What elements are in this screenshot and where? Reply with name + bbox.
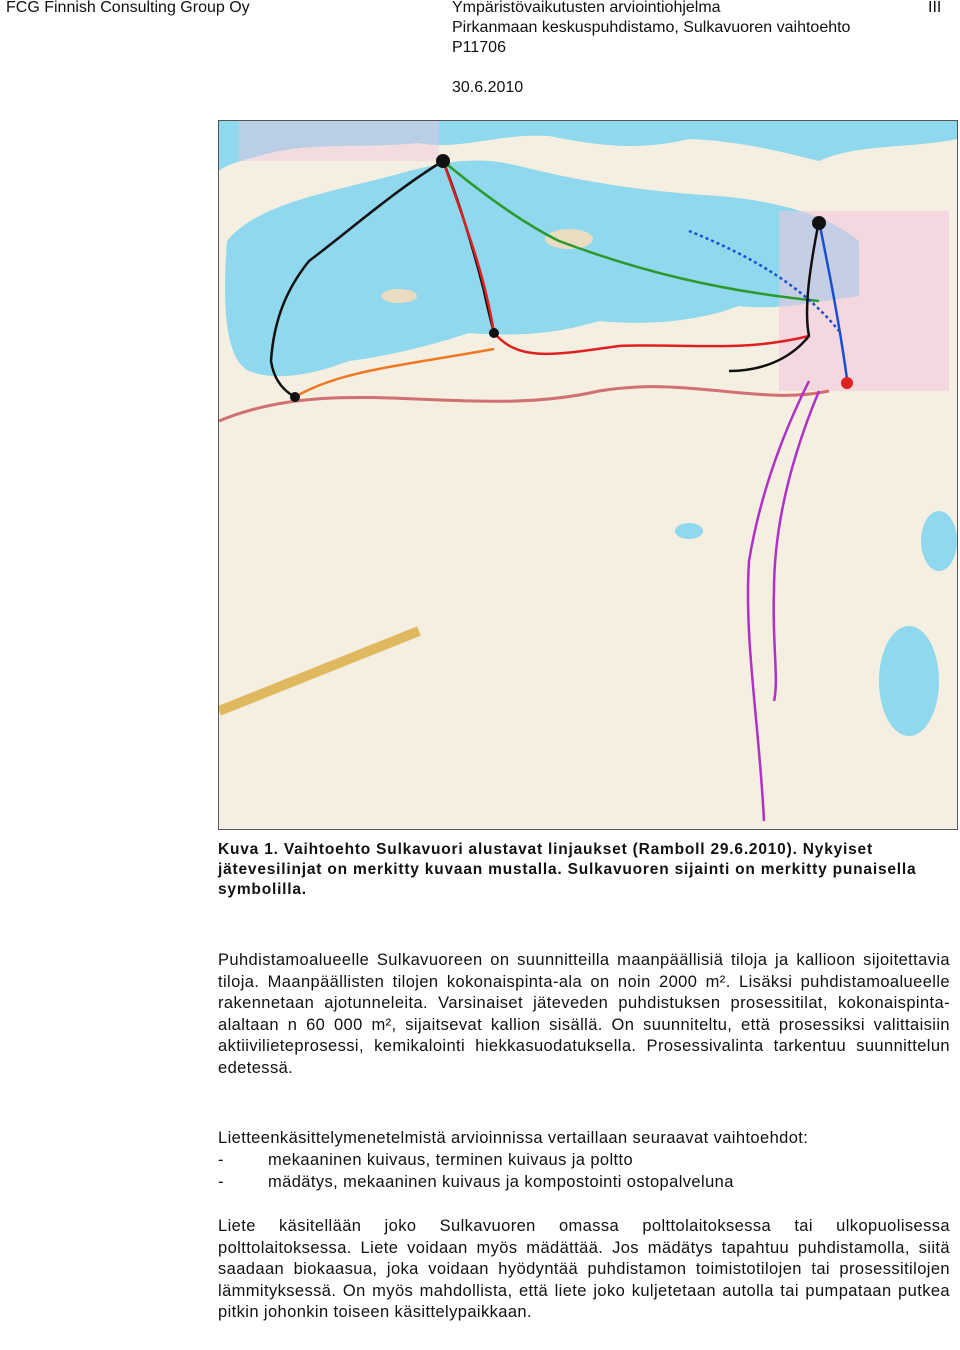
project-name: Pirkanmaan keskuspuhdistamo, Sulkavuoren vaihtoehto: [452, 19, 851, 36]
route-map-graphic: [219, 121, 957, 829]
list-item-text: mädätys, mekaaninen kuivaus ja kompostointi ostopalveluna: [268, 1173, 734, 1191]
list-dash: -: [218, 1151, 224, 1169]
figure-caption: Kuva 1. Vaihtoehto Sulkavuori alustavat linjaukset (Ramboll 29.6.2010). Nykyiset jätevesilinjat on merkitty kuvaan mustalla. Sulkavuoren sijainti on merkitty punaisella symbolilla.: [218, 841, 917, 898]
small-lake: [921, 511, 957, 571]
pumping-station-marker: [436, 154, 450, 168]
project-code: P11706: [452, 39, 506, 56]
city-area: [239, 121, 439, 161]
route-map: [218, 120, 958, 830]
body-paragraph: Lietteenkäsittelymenetelmistä arvioinnissa vertaillaan seuraavat vaihtoehdot:: [218, 1129, 809, 1147]
list-item: [218, 1150, 633, 1172]
body-paragraph: Liete käsitellään joko Sulkavuoren omassa polttolaitoksessa tai ulkopuolisessa polttolaitoksessa. Liete voidaan myös mädättää. Jos mädätys tapahtuu puhdistamolla, siitä saadaan biokaasua, joka voidaan hyödyntää puhdistamon toimistotilojen tai prosessitilojen lämmityksessä. On myös mahdollista, että liete joko kuljetetaan autolla tai pumpataan putkea pitkin johonkin toiseen käsittelypaikkaan.: [218, 1217, 950, 1321]
small-lake: [675, 523, 703, 539]
small-lake: [879, 626, 939, 736]
island: [381, 289, 417, 303]
route-endpoint-marker: [489, 328, 499, 338]
company-name: FCG Finnish Consulting Group Oy: [6, 0, 250, 16]
list-item-text: mekaaninen kuivaus, terminen kuivaus ja poltto: [268, 1151, 634, 1169]
document-title: Ympäristövaikutusten arviointiohjelma: [452, 0, 721, 16]
route-endpoint-marker: [290, 392, 300, 402]
page-number: III: [928, 0, 942, 16]
sulkavuori-location-marker: [841, 377, 853, 389]
body-paragraph: Puhdistamoalueelle Sulkavuoreen on suunnitteilla maanpäällisiä tiloja ja kallioon sijoitettavia tiloja. Maanpäällisten tilojen kokonaispinta-ala on noin 2000 m². Lisäksi puhdistamoalueelle rakennetaan ajotunneleita. Varsinaiset jäteveden puhdistuksen prosessitilat, kokonaispinta-alaltaan n 60 000 m², sijaitsevat kallion sisällä. On suunniteltu, että prosessiksi valittaisiin aktiivilieteprosessi, kemikalointi hiekkasuodatuksella. Prosessivalinta tarkentuu suunnittelun edetessä.: [218, 951, 950, 1077]
list-item: [218, 1172, 734, 1194]
pumping-station-marker: [812, 216, 826, 230]
city-area: [779, 211, 949, 391]
list-dash: -: [218, 1173, 224, 1191]
document-date: 30.6.2010: [452, 79, 524, 96]
